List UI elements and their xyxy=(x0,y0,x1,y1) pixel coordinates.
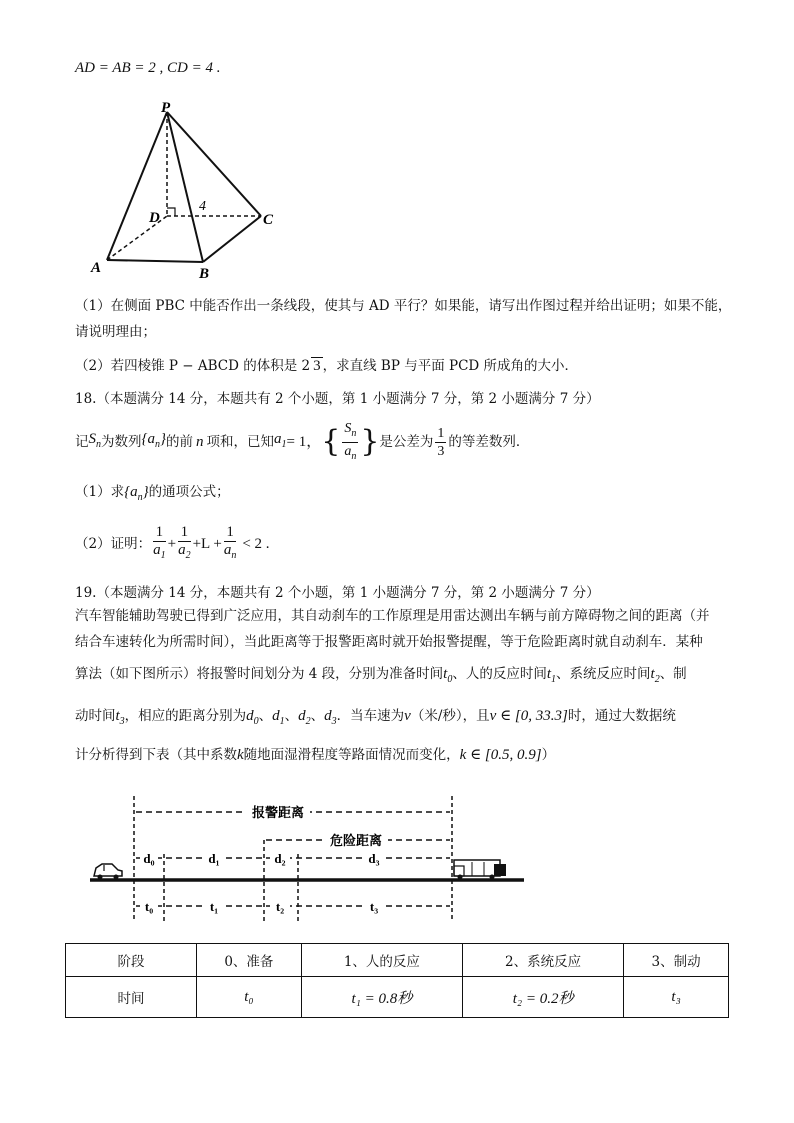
label-d: D xyxy=(149,210,160,226)
q18-term-2: $\frac{1}{a_2}$ xyxy=(178,524,191,561)
d3-label: d₃ xyxy=(368,851,380,866)
q17-sqrt-radicand: 3 xyxy=(313,358,321,374)
q17-part2-tail: ，求直线 BP 与平面 PCD 所成角的大小． xyxy=(322,358,579,374)
q18-part2: （2）证明： $\frac{1}{a_1}$ + $\frac{1}{a_2}$ +L + $\frac{1}{a_n}$ < 2 . xyxy=(75,520,270,568)
q19-line3: 算法（如下图所示）将报警时间划分为 4 段，分别为准备时间$t_0$、人的反应时间$t_1$、系统反应时间$t_2$、制 xyxy=(75,666,687,685)
right-angle-mark xyxy=(167,208,175,216)
alarm-distance-label: 报警距离 xyxy=(251,805,305,820)
t2-label: t₂ xyxy=(275,899,285,914)
d1-label: d₁ xyxy=(208,851,220,866)
d0-label: d₀ xyxy=(143,851,155,866)
obstacle-truck-icon xyxy=(454,860,506,880)
table-header-cell: 2、系统反应 xyxy=(462,944,623,977)
q17-part2-text: （2）若四棱锥 P − ABCD 的体积是 2 xyxy=(75,358,311,374)
label-p: P xyxy=(161,100,171,116)
q18-common-difference: $\frac{1}{3}$ xyxy=(437,425,445,459)
table-cell: t₂ = 0.2秒 xyxy=(462,977,623,1018)
q19-line5: 计分析得到下表（其中系数k随地面湿滑程度等路面情况而变化，k ∈ [0.5, 0.9]） xyxy=(75,747,556,763)
table-header-cell: 3、制动 xyxy=(624,944,729,977)
q19-header: 19.（本题满分 14 分，本题共有 2 个小题，第 1 小题满分 7 分，第 2 小题满分 7 分） xyxy=(75,585,600,601)
q17-part2 xyxy=(75,356,578,376)
edge-bc xyxy=(203,216,261,262)
t3-label: t₃ xyxy=(369,899,379,914)
t0-label: t₀ xyxy=(144,899,154,914)
q18-sn-over-an: $\frac{S_n}{a_n}$ xyxy=(344,420,357,462)
q18-stem: 记 $S_n$ 为数列 $\{a_n\}$ 的前 n 项和，已知 $a_1$ = 1， { $\frac{S_n}{a_n}$ } 是公差为 $\frac{1}{3}$ 的等差数列． xyxy=(75,418,529,466)
given-conditions: AD = AB = 2 , CD = 4 . xyxy=(75,60,221,76)
table-header-cell: 1、人的反应 xyxy=(301,944,462,977)
q19-line4: 动时间$t_3$，相应的距离分别为$d_0$、$d_1$、$d_2$、$d_3$．当车速为v（米/秒），且v ∈ [0, 33.3]时，通过大数据统 xyxy=(75,708,676,727)
table-header-cell: 0、准备 xyxy=(197,944,302,977)
q18-header: 18.（本题满分 14 分，本题共有 2 个小题，第 1 小题满分 7 分，第 2 小题满分 7 分） xyxy=(75,391,600,407)
label-c: C xyxy=(263,212,274,228)
table-cell: t₃ xyxy=(624,977,729,1018)
q18-term-1: $\frac{1}{a_1}$ xyxy=(153,524,166,561)
label-four: 4 xyxy=(199,199,206,214)
edge-ab xyxy=(107,260,203,262)
table-header-cell: 阶段 xyxy=(66,944,197,977)
braking-distance-diagram xyxy=(88,792,528,924)
edge-pc xyxy=(167,112,261,216)
stage-table xyxy=(65,943,729,1018)
q17-part1-line1: （1）在侧面 PBC 中能否作出一条线段，使其与 AD 平行？如果能，请写出作图过程并给出证明；如果不能， xyxy=(75,298,732,314)
q19-line1: 汽车智能辅助驾驶已得到广泛应用，其自动刹车的工作原理是用雷达测出车辆与前方障碍物之间的距离（并 xyxy=(75,608,710,624)
q19-line2: 结合车速转化为所需时间），当此距离等于报警距离时就开始报警提醒，等于危险距离时就自动刹车．某种 xyxy=(75,634,703,650)
q18-term-n: $\frac{1}{a_n}$ xyxy=(223,524,237,561)
table-cell: t₀ xyxy=(197,977,302,1018)
table-cell: t₁ = 0.8秒 xyxy=(301,977,462,1018)
label-b: B xyxy=(199,266,210,280)
table-row xyxy=(66,944,729,977)
t1-label: t₁ xyxy=(209,899,219,914)
car-icon xyxy=(94,864,122,880)
edge-pb xyxy=(167,112,203,262)
d2-label: d₂ xyxy=(274,851,286,866)
table-row xyxy=(66,977,729,1018)
table-cell: 时间 xyxy=(66,977,197,1018)
q17-part1-line2: 请说明理由； xyxy=(75,324,156,340)
pyramid-figure xyxy=(85,100,285,280)
label-a: A xyxy=(91,260,102,276)
q18-part1: （1）求$\{a_n\}$的通项公式； xyxy=(75,484,230,503)
danger-distance-label: 危险距离 xyxy=(329,833,383,848)
